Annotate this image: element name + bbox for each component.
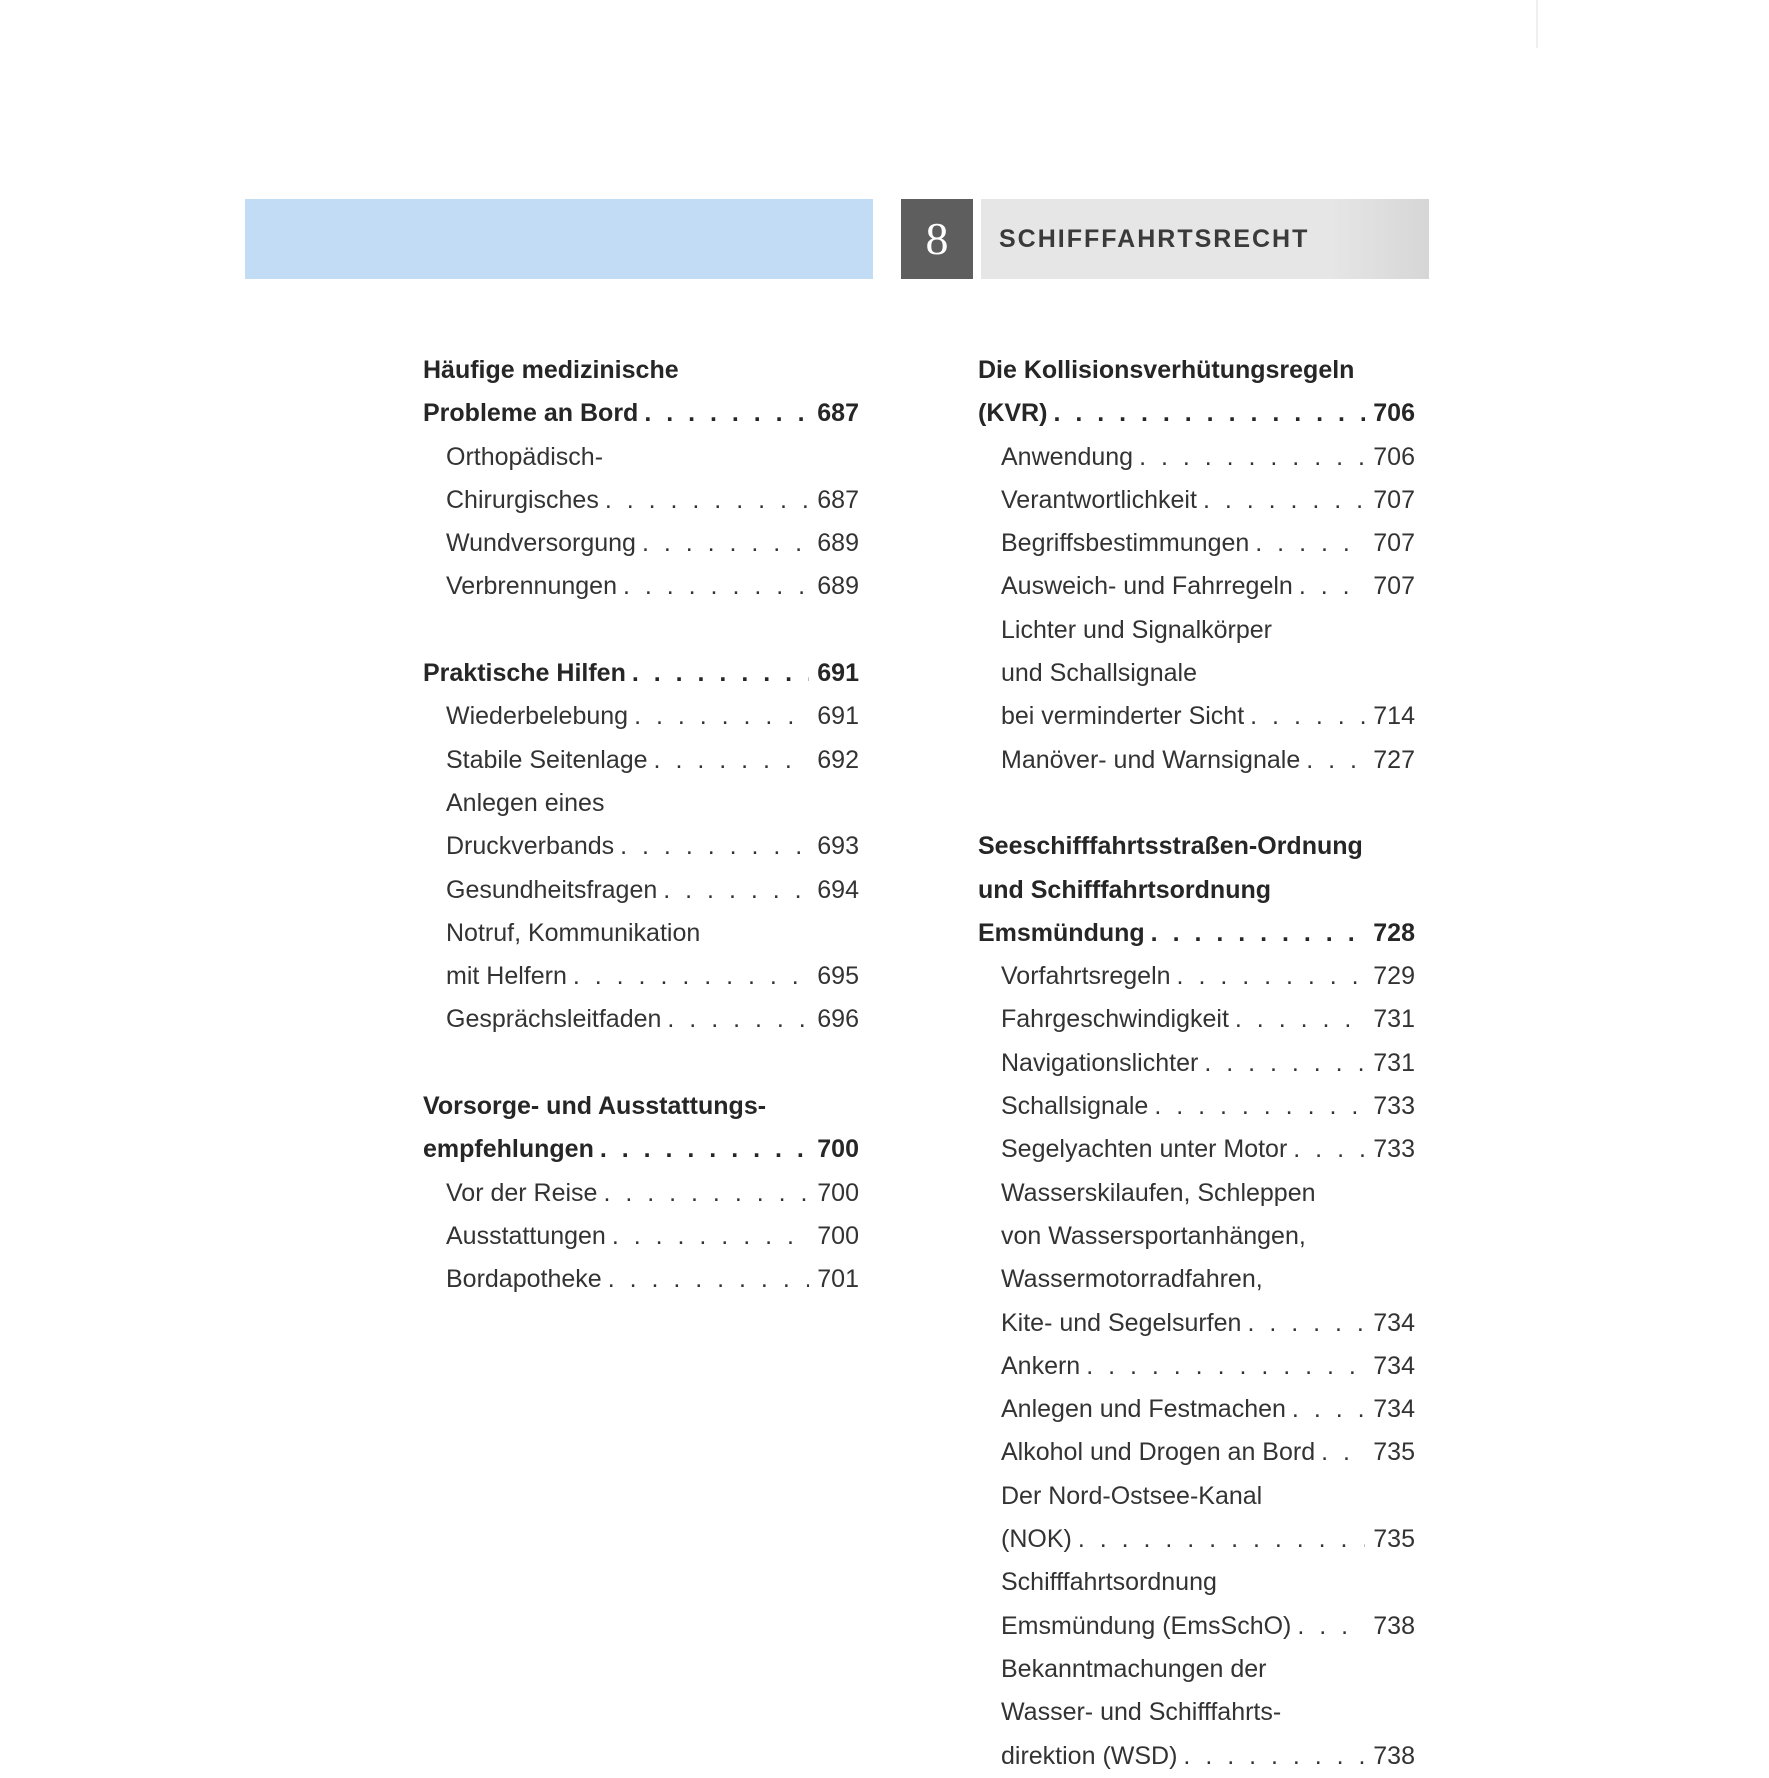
- dot-leader: [573, 955, 809, 998]
- entry-title-text: Wiederbelebung: [446, 702, 629, 731]
- entry-title-text: Notruf, Kommunikation: [446, 918, 701, 947]
- toc-subentry-line: [978, 609, 1415, 652]
- page-number: 734: [1373, 1308, 1415, 1337]
- dot-leader: [634, 695, 809, 738]
- toc-section-entry[interactable]: [423, 1128, 859, 1171]
- toc-subentry[interactable]: [423, 695, 859, 738]
- section-title-text: Probleme an Bord: [423, 399, 639, 428]
- toc-subentry[interactable]: [978, 479, 1415, 522]
- toc-subentry[interactable]: [978, 522, 1415, 565]
- toc-subentry[interactable]: [978, 1128, 1415, 1171]
- page-number: 700: [817, 1221, 859, 1250]
- page-number: 734: [1373, 1351, 1415, 1380]
- entry-title-text: Wasserskilaufen, Schleppen: [1001, 1178, 1316, 1207]
- toc-subentry[interactable]: [978, 998, 1415, 1041]
- page-number: 735: [1373, 1438, 1415, 1467]
- dot-leader: [654, 739, 810, 782]
- page-number: 728: [1373, 918, 1415, 947]
- page-number: 700: [817, 1135, 859, 1164]
- page-number: 694: [817, 875, 859, 904]
- dot-leader: [1139, 436, 1365, 479]
- page-number: 687: [817, 485, 859, 514]
- entry-title-text: von Wassersportanhängen,: [1001, 1221, 1306, 1250]
- entry-title-text: direktion (WSD): [1001, 1741, 1178, 1770]
- toc-left-column: [423, 349, 859, 1302]
- dot-leader: [1235, 998, 1365, 1041]
- entry-title-text: Schifffahrtsordnung: [1001, 1568, 1217, 1597]
- dot-leader: [1293, 1128, 1365, 1171]
- toc-section-title-line: [423, 1085, 859, 1128]
- toc-section-entry[interactable]: [423, 652, 859, 695]
- page-number: 729: [1373, 962, 1415, 991]
- dot-leader: [608, 1258, 810, 1301]
- page-number: 706: [1373, 399, 1415, 428]
- entry-title-text: Bordapotheke: [446, 1265, 602, 1294]
- entry-title-text: Wasser- und Schifffahrts-: [1001, 1698, 1282, 1727]
- section-spacer: [423, 609, 859, 652]
- section-title-text: Praktische Hilfen: [423, 659, 626, 688]
- toc-subentry[interactable]: [978, 695, 1415, 738]
- toc-subentry-line: [423, 912, 859, 955]
- page-number: 691: [817, 702, 859, 731]
- dot-leader: [612, 1215, 809, 1258]
- page-number: 693: [817, 832, 859, 861]
- dot-leader: [1177, 955, 1366, 998]
- page-number: 706: [1373, 442, 1415, 471]
- dot-leader: [1292, 1388, 1365, 1431]
- entry-title-text: Kite- und Segelsurfen: [1001, 1308, 1242, 1337]
- entry-title-text: Bekanntmachungen der: [1001, 1654, 1267, 1683]
- page-number: 731: [1373, 1048, 1415, 1077]
- toc-subentry[interactable]: [978, 1605, 1415, 1648]
- page-number: 707: [1373, 529, 1415, 558]
- dot-leader: [642, 522, 809, 565]
- page-number: 738: [1373, 1611, 1415, 1640]
- toc-subentry-line: [423, 436, 859, 479]
- entry-title-text: Verbrennungen: [446, 572, 617, 601]
- dot-leader: [1299, 565, 1365, 608]
- toc-subentry[interactable]: [978, 1735, 1415, 1778]
- dot-leader: [1321, 1431, 1365, 1474]
- toc-subentry[interactable]: [978, 1431, 1415, 1474]
- entry-title-text: Gesprächsleitfaden: [446, 1005, 662, 1034]
- toc-subentry-line: [978, 1561, 1415, 1604]
- dot-leader: [1306, 739, 1365, 782]
- toc-subentry-line: [978, 652, 1415, 695]
- toc-section-entry[interactable]: [978, 912, 1415, 955]
- entry-title-text: Gesundheitsfragen: [446, 875, 658, 904]
- page-number: 692: [817, 745, 859, 774]
- page-number: 691: [817, 659, 859, 688]
- dot-leader: [1151, 912, 1366, 955]
- dot-leader: [1053, 392, 1365, 435]
- entry-title-text: Wassermotorradfahren,: [1001, 1265, 1263, 1294]
- entry-title-text: Anlegen und Festmachen: [1001, 1395, 1286, 1424]
- page-number: 727: [1373, 745, 1415, 774]
- dot-leader: [600, 1128, 809, 1171]
- page-number: 734: [1373, 1395, 1415, 1424]
- toc-subentry[interactable]: [423, 955, 859, 998]
- page-number: 689: [817, 572, 859, 601]
- toc-subentry[interactable]: [978, 1345, 1415, 1388]
- dot-leader: [603, 1172, 809, 1215]
- toc-subentry[interactable]: [978, 1085, 1415, 1128]
- toc-subentry[interactable]: [978, 565, 1415, 608]
- toc-subentry[interactable]: [423, 1215, 859, 1258]
- entry-title-text: Anlegen eines: [446, 788, 605, 817]
- entry-title-text: Stabile Seitenlage: [446, 745, 648, 774]
- entry-title-text: Orthopädisch-: [446, 442, 604, 471]
- section-title-text: (KVR): [978, 399, 1048, 428]
- entry-title-text: Navigationslichter: [1001, 1048, 1199, 1077]
- entry-title-text: Vor der Reise: [446, 1178, 598, 1207]
- page-number: 707: [1373, 485, 1415, 514]
- entry-title-text: und Schallsignale: [1001, 659, 1197, 688]
- toc-subentry[interactable]: [978, 955, 1415, 998]
- toc-subentry[interactable]: [423, 479, 859, 522]
- toc-subentry[interactable]: [978, 436, 1415, 479]
- dot-leader: [644, 392, 809, 435]
- dot-leader: [1078, 1518, 1365, 1561]
- page-number: 738: [1373, 1741, 1415, 1770]
- toc-section-title-line: [978, 825, 1415, 868]
- page-number: 700: [817, 1178, 859, 1207]
- entry-title-text: Chirurgisches: [446, 485, 599, 514]
- dot-leader: [1247, 1302, 1365, 1345]
- toc-subentry[interactable]: [423, 998, 859, 1041]
- section-title-text: und Schifffahrtsordnung: [978, 875, 1272, 904]
- dot-leader: [623, 565, 809, 608]
- toc-subentry[interactable]: [423, 522, 859, 565]
- header-color-band: [245, 199, 873, 279]
- dot-leader: [1183, 1735, 1365, 1778]
- entry-title-text: Schallsignale: [1001, 1092, 1149, 1121]
- toc-subentry-line: [978, 1258, 1415, 1301]
- entry-title-text: Fahrgeschwindigkeit: [1001, 1005, 1229, 1034]
- page-number: 733: [1373, 1135, 1415, 1164]
- entry-title-text: mit Helfern: [446, 962, 567, 991]
- section-title-text: empfehlungen: [423, 1135, 594, 1164]
- dot-leader: [1203, 479, 1365, 522]
- entry-title-text: Anwendung: [1001, 442, 1134, 471]
- dot-leader: [605, 479, 809, 522]
- section-title-text: Häufige medizinische: [423, 356, 679, 384]
- toc-subentry[interactable]: [423, 739, 859, 782]
- toc-subentry[interactable]: [423, 825, 859, 868]
- toc-subentry-line: [423, 782, 859, 825]
- page-number: 731: [1373, 1005, 1415, 1034]
- page-number: 735: [1373, 1525, 1415, 1554]
- entry-title-text: Der Nord-Ostsee-Kanal: [1001, 1481, 1263, 1510]
- toc-subentry-line: [978, 1172, 1415, 1215]
- dot-leader: [1204, 1042, 1365, 1085]
- chapter-number: 8: [901, 199, 973, 279]
- page-number: 687: [817, 399, 859, 428]
- toc-subentry[interactable]: [423, 1258, 859, 1301]
- entry-title-text: bei verminderter Sicht: [1001, 702, 1245, 731]
- dot-leader: [1154, 1085, 1365, 1128]
- chapter-title: SCHIFFFAHRTSRECHT: [999, 225, 1310, 253]
- toc-subentry-line: [978, 1475, 1415, 1518]
- entry-title-text: Verantwortlichkeit: [1001, 485, 1197, 514]
- toc-section-title-line: [978, 349, 1415, 392]
- entry-title-text: Segelyachten unter Motor: [1001, 1135, 1288, 1164]
- entry-title-text: Druckverbands: [446, 832, 615, 861]
- dot-leader: [1250, 695, 1365, 738]
- toc-subentry[interactable]: [978, 1042, 1415, 1085]
- dot-leader: [663, 869, 809, 912]
- section-title-text: Emsmündung: [978, 918, 1145, 947]
- page-number: 733: [1373, 1092, 1415, 1121]
- entry-title-text: Begriffsbestimmungen: [1001, 529, 1250, 558]
- toc-subentry[interactable]: [423, 565, 859, 608]
- page-number: 696: [817, 1005, 859, 1034]
- page-number: 689: [817, 529, 859, 558]
- entry-title-text: (NOK): [1001, 1525, 1072, 1554]
- entry-title-text: Emsmündung (EmsSchO): [1001, 1611, 1292, 1640]
- dot-leader: [1297, 1605, 1365, 1648]
- toc-subentry[interactable]: [978, 1388, 1415, 1431]
- section-title-text: Seeschifffahrtsstraßen-Ordnung: [978, 832, 1363, 861]
- toc-section-entry[interactable]: [978, 392, 1415, 435]
- entry-title-text: Ausweich- und Fahrregeln: [1001, 572, 1293, 601]
- toc-section-entry[interactable]: [423, 392, 859, 435]
- entry-title-text: Manöver- und Warnsignale: [1001, 745, 1301, 774]
- toc-subentry[interactable]: [423, 1172, 859, 1215]
- dot-leader: [1255, 522, 1365, 565]
- dot-leader: [1086, 1345, 1365, 1388]
- entry-title-text: Ausstattungen: [446, 1221, 606, 1250]
- toc-section-title-line: [423, 349, 859, 392]
- page-number: 701: [817, 1265, 859, 1294]
- entry-title-text: Wundversorgung: [446, 529, 636, 558]
- toc-right-column: [978, 349, 1415, 1778]
- dot-leader: [667, 998, 809, 1041]
- chapter-header-bar: [981, 199, 1429, 279]
- toc-subentry-line: [978, 1215, 1415, 1258]
- toc-subentry-line: [978, 1648, 1415, 1691]
- toc-subentry[interactable]: [978, 739, 1415, 782]
- entry-title-text: Lichter und Signalkörper: [1001, 615, 1272, 644]
- section-spacer: [978, 782, 1415, 825]
- entry-title-text: Vorfahrtsregeln: [1001, 962, 1171, 991]
- toc-section-title-line: [978, 869, 1415, 912]
- dot-leader: [632, 652, 809, 695]
- section-title-text: Vorsorge- und Ausstattungs-: [423, 1092, 767, 1121]
- page-number: 714: [1373, 702, 1415, 731]
- section-title-text: Die Kollisionsverhütungsregeln: [978, 356, 1355, 384]
- page-number: 707: [1373, 572, 1415, 601]
- entry-title-text: Alkohol und Drogen an Bord: [1001, 1438, 1316, 1467]
- dot-leader: [620, 825, 809, 868]
- page-edge-mark: [1536, 0, 1538, 48]
- toc-subentry[interactable]: [978, 1302, 1415, 1345]
- toc-subentry-line: [978, 1691, 1415, 1734]
- page-number: 695: [817, 962, 859, 991]
- entry-title-text: Ankern: [1001, 1351, 1081, 1380]
- toc-subentry[interactable]: [423, 869, 859, 912]
- section-spacer: [423, 1042, 859, 1085]
- toc-subentry[interactable]: [978, 1518, 1415, 1561]
